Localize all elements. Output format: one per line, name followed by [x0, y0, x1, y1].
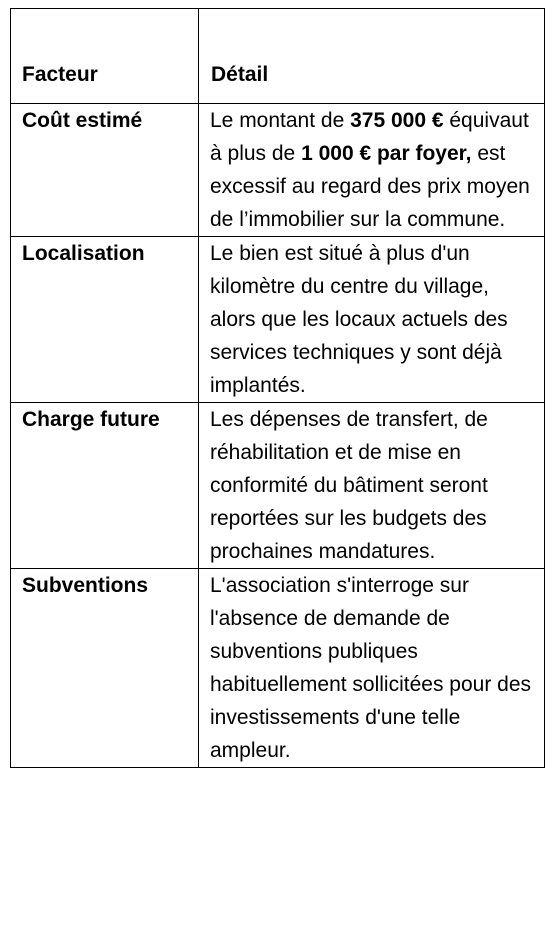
- row-detail-cout: [199, 104, 545, 237]
- row-detail-localisation: Le bien est situé à plus d'un kilomètre du centre du village, alors que les locaux actuels des services techniques y sont déjà implantés.: [199, 237, 545, 403]
- row-factor-cout: Coût estimé: [11, 104, 199, 237]
- table-row: [11, 403, 545, 569]
- detail-text: Le montant de: [210, 109, 351, 132]
- row-detail-subventions: L'association s'interroge sur l'absence de demande de subventions publiques habituellement sollicitées pour des investissements d'une telle ampleur.: [199, 569, 545, 768]
- amount-total: 375 000 €: [350, 109, 444, 132]
- table-row: [11, 104, 545, 237]
- amount-per-household: 1 000 € par foyer,: [301, 142, 472, 165]
- detail-text: est excessif au regard des prix moyen de l’immobilier sur la commune.: [210, 142, 530, 231]
- table-row: [11, 237, 545, 403]
- header-factor: Facteur: [11, 9, 199, 104]
- row-factor-subventions: Subventions: [11, 569, 199, 768]
- table-header-row: [11, 9, 545, 104]
- row-detail-charge: Les dépenses de transfert, de réhabilitation et de mise en conformité du bâtiment seront reportées sur les budgets des prochaines mandatures.: [199, 403, 545, 569]
- table-row: [11, 569, 545, 768]
- row-factor-localisation: Localisation: [11, 237, 199, 403]
- factors-table: [10, 8, 545, 768]
- header-detail: Détail: [199, 9, 545, 104]
- detail-text: équivaut à plus de: [210, 109, 529, 165]
- row-factor-charge: Charge future: [11, 403, 199, 569]
